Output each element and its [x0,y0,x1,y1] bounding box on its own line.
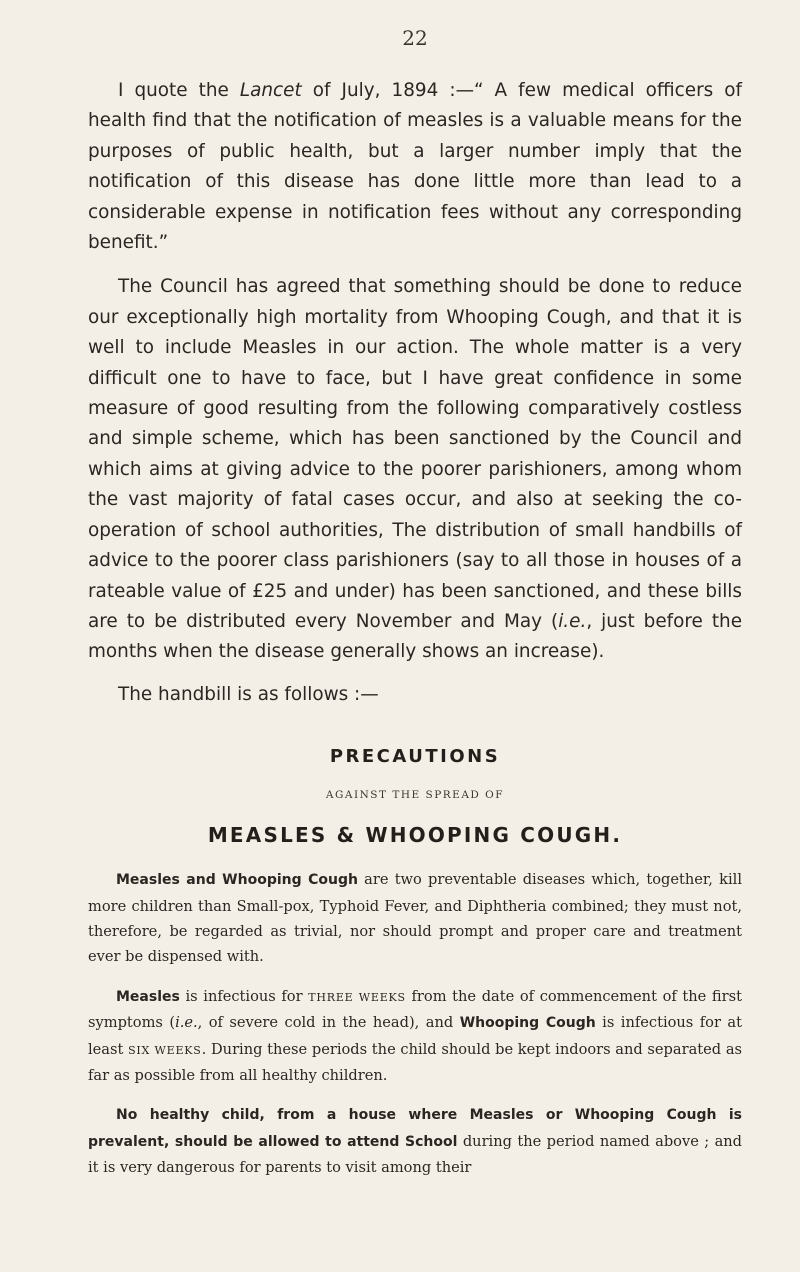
council-paragraph [88,272,742,667]
handbill-paragraph-2 [88,984,742,1089]
handbill-intro: The handbill is as follows :— [118,683,379,705]
small-caps-run: SIX WEEKS [128,1043,202,1057]
handbill-paragraph-1 [88,867,742,970]
page-number: 22 [402,26,428,50]
bold-run: Whooping Cough [459,1015,596,1032]
text-run: , just before the months when the disease generally shows an increase). [88,610,743,663]
italic-abbrev: i.e. [558,610,587,632]
text-run: is infectious for at least [88,1014,742,1058]
handbill-title: PRECAUTIONS [329,746,501,768]
text-run: The Council has agreed that something should be done to reduce our exceptionally high mortality from Whooping Cough, and that it is well to include Measles in our action. The whole matter is a very difficult one to have to face, but I have great confidence in some measure of good resulting from the following comparatively costless and simple scheme, which has been sanctioned by the Council and which aims at giving advice to the poorer parishioners, among whom the vast majority of fatal cases occur, and also at seeking the co-operation of school authorities, The distribution of small handbills of advice to the poorer class parishioners (say to all those in houses of a rateable value of £25 and under) has been sanctioned, and these bills are to be distributed every November and May ( [88,276,742,632]
text-run: is infectious for [179,987,309,1005]
handbill-subtitle: AGAINST THE SPREAD OF [325,789,505,802]
bold-run: Measles and Whooping Cough [116,872,358,889]
italic-abbrev: i.e. [175,1014,198,1032]
handbill-paragraph-3 [88,1102,742,1180]
text-run: , of severe cold in the head), and [197,1014,460,1032]
journal-title: Lancet [239,80,302,101]
small-caps-run: THREE WEEKS [308,990,406,1004]
text-run: during the period named above ; and it is very dangerous for parents to visit among their [88,1132,743,1177]
text-run: . During these periods the child should be kept indoors and separated as far as possible from all healthy children. [88,1040,743,1084]
handbill-diseases-heading: MEASLES & WHOOPING COUGH. [207,823,623,848]
lancet-quote-paragraph [88,76,742,258]
text-run: are two preventable diseases which, together, kill more children than Small-pox, Typhoid Fever, and Diphtheria combined; they must not, therefore, be regarded as trivial, nor should prompt and proper care and treatment ever be dispensed with. [88,871,742,966]
text-run: I quote the [118,80,240,101]
text-run: from the date of commencement of the first symptoms ( [88,987,742,1032]
bold-run: No healthy child, from a house where Measles or Whooping Cough is prevalent, should be allowed to attend School [88,1107,742,1150]
text-run: of July, 1894 :—“ A few medical officers of health find that the notification of measles is a valuable means for the purposes of public health, but a larger number imply that the notification of this disease has done little more than lead to a considerable expense in notification fees without any corresponding benefit.” [88,80,743,254]
bold-run: Measles [116,988,180,1005]
